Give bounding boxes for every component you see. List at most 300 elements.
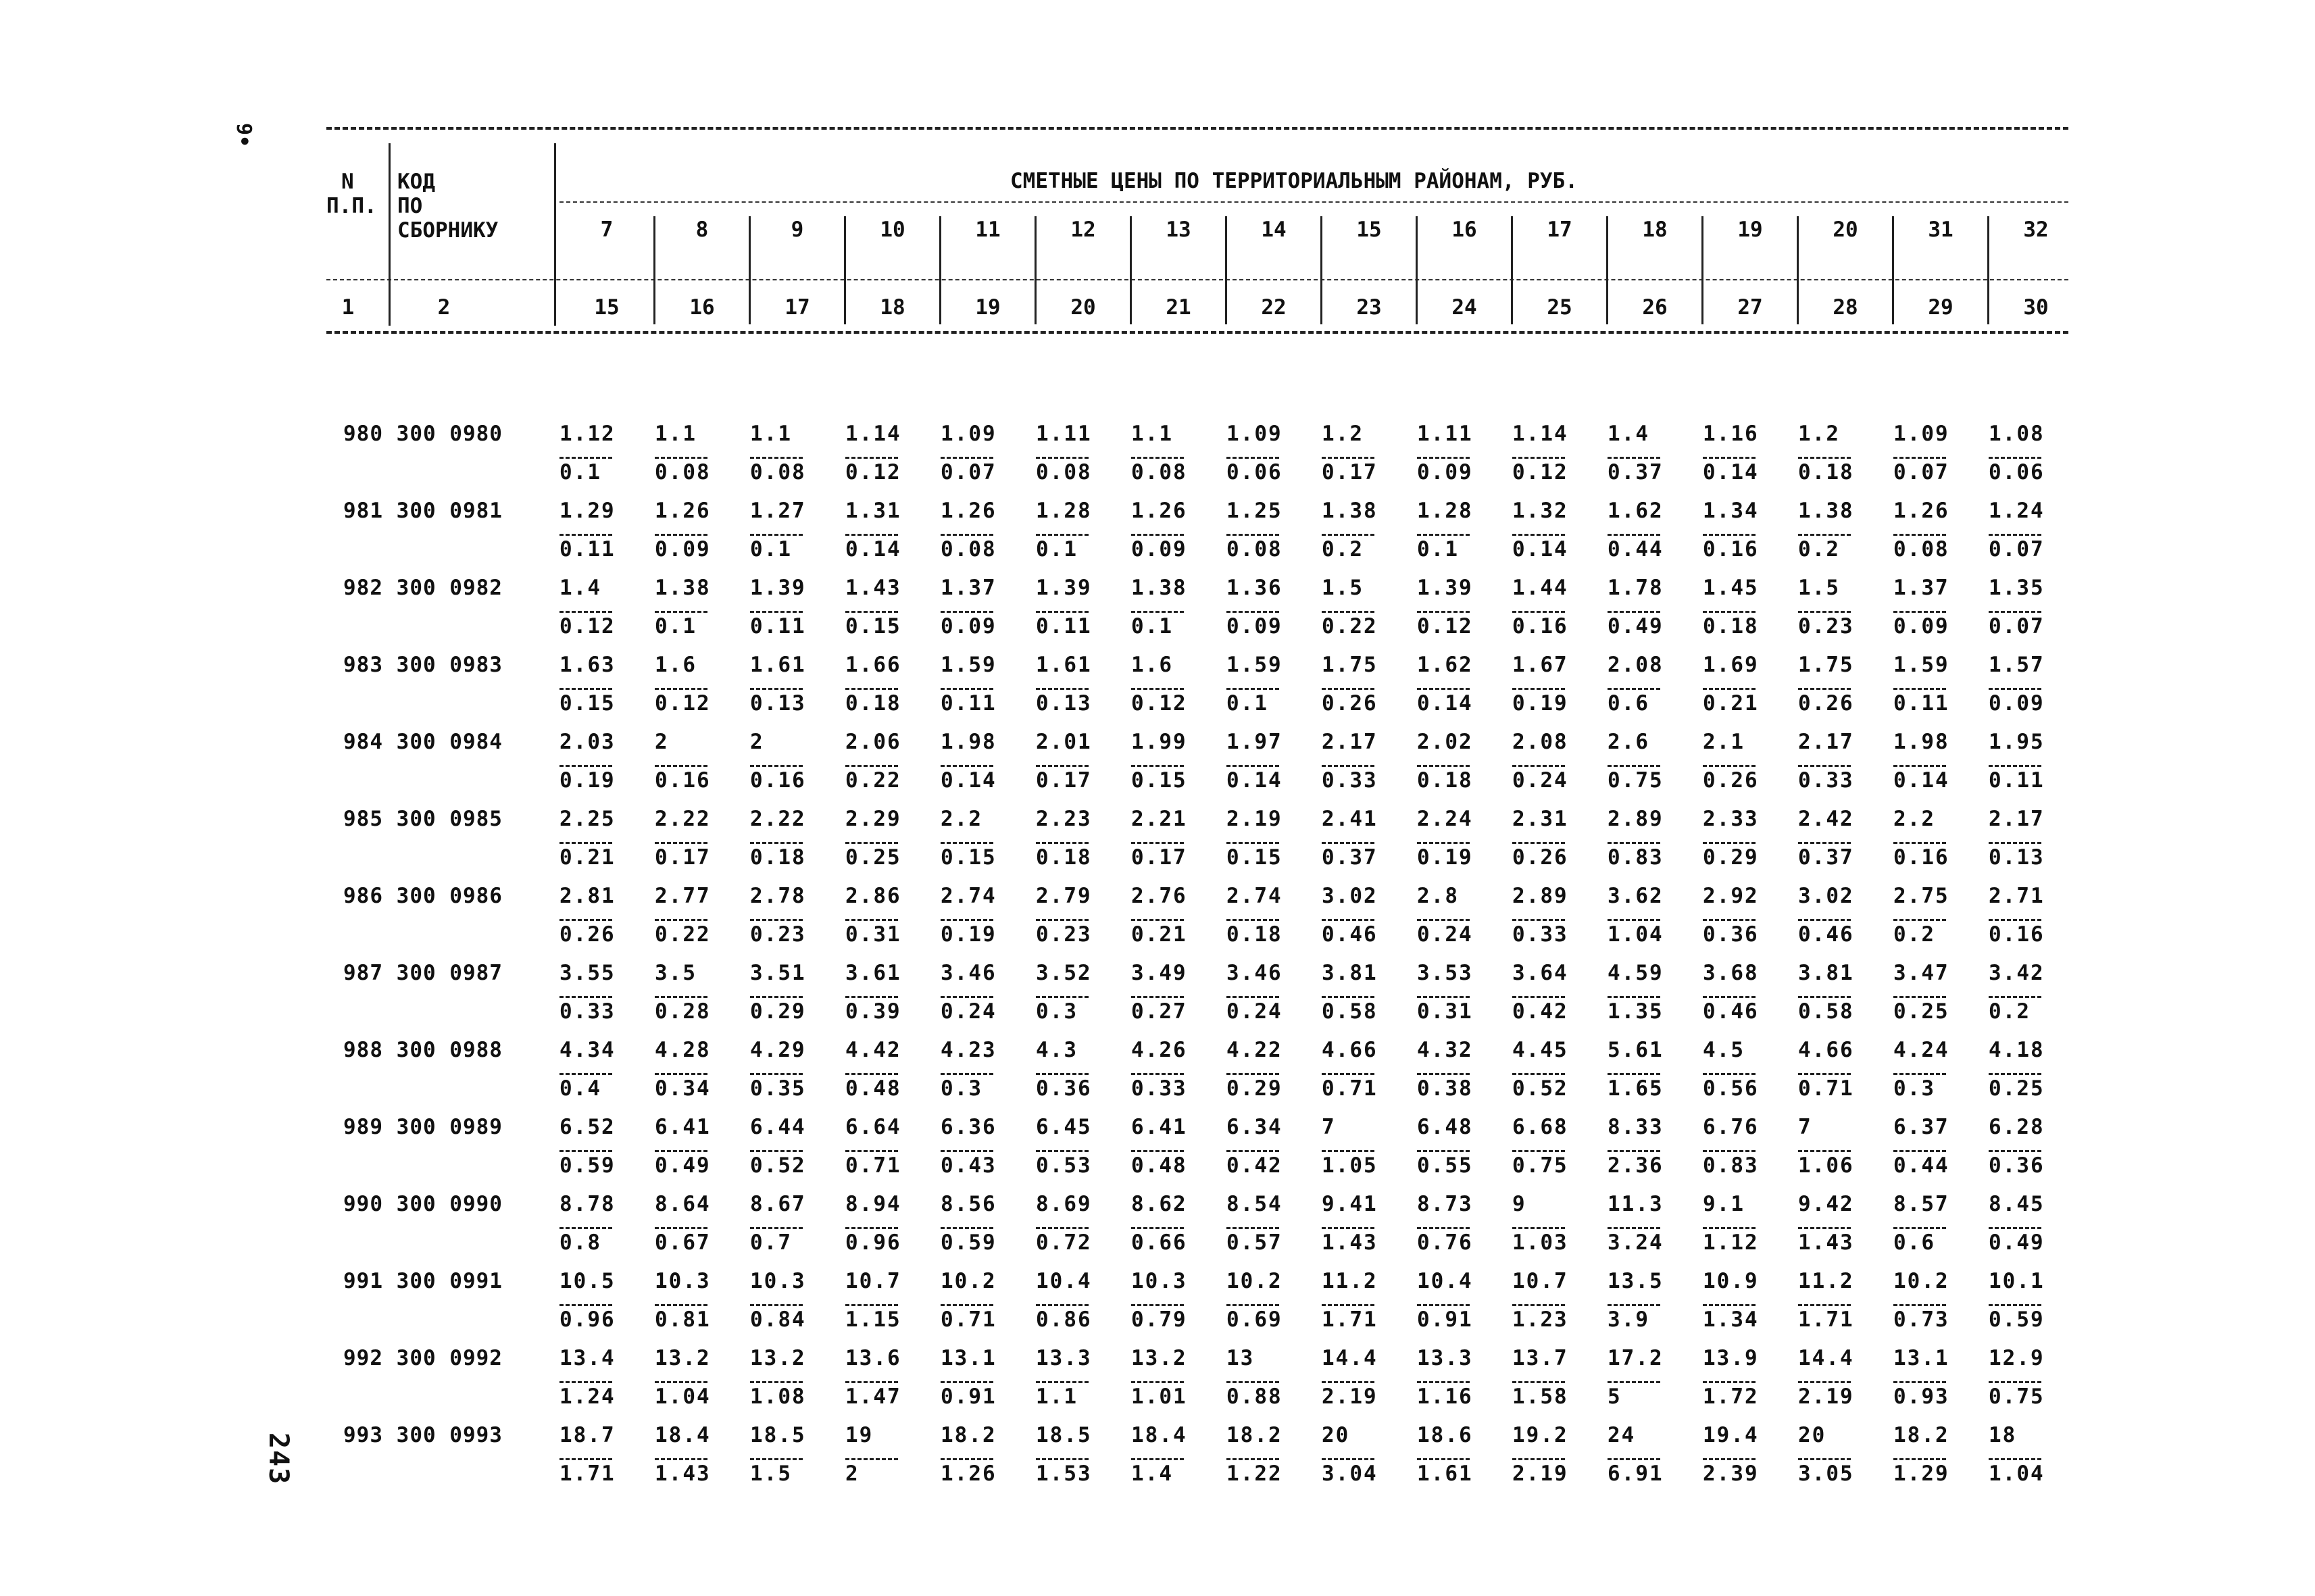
page-number: 243 — [263, 1432, 294, 1486]
fraction-line — [750, 1150, 803, 1152]
price-value: 6.37 — [1893, 1115, 1949, 1139]
fraction-line — [1036, 688, 1089, 690]
header-code-line1: КОД — [397, 170, 435, 194]
price-value: 9.1 — [1703, 1192, 1745, 1216]
cost-value: 0.37 — [1608, 460, 1664, 484]
fraction-line — [1608, 534, 1660, 536]
fraction-line — [1703, 611, 1756, 613]
cost-value: 0.42 — [1226, 1153, 1283, 1178]
region-header-13: 20 — [1833, 218, 1858, 242]
cost-value: 0.33 — [1512, 922, 1568, 947]
header-code-line3: СБОРНИКУ — [397, 218, 499, 243]
cost-value: 0.16 — [655, 768, 711, 793]
fraction-line — [1989, 842, 2041, 844]
price-value: 7 — [1798, 1115, 1812, 1139]
fraction-line — [1036, 842, 1089, 844]
fraction-line — [559, 688, 612, 690]
fraction-line — [1893, 1381, 1946, 1383]
price-value: 1.14 — [845, 422, 901, 446]
region-index-14: 29 — [1928, 295, 1953, 320]
fraction-line — [1512, 534, 1565, 536]
price-value: 1.62 — [1608, 499, 1664, 523]
region-divider-9 — [1511, 216, 1513, 324]
region-header-14: 31 — [1928, 218, 1953, 242]
price-value: 4.32 — [1417, 1038, 1473, 1062]
cost-value: 0.49 — [1608, 614, 1664, 639]
price-value: 10.2 — [941, 1269, 997, 1293]
price-value: 13.9 — [1703, 1346, 1759, 1370]
fraction-line — [1417, 611, 1470, 613]
row-code: 980 300 0980 — [343, 422, 503, 446]
cost-value: 0.13 — [1036, 691, 1092, 716]
row-code: 988 300 0988 — [343, 1038, 503, 1062]
price-value: 2.23 — [1036, 807, 1092, 831]
cost-value: 0.22 — [845, 768, 901, 793]
price-value: 12.9 — [1989, 1346, 2045, 1370]
price-value: 3.81 — [1322, 961, 1378, 985]
price-value: 4.22 — [1226, 1038, 1283, 1062]
cost-value: 0.49 — [1989, 1230, 2045, 1255]
region-header-11: 18 — [1642, 218, 1668, 242]
region-header-5: 12 — [1070, 218, 1096, 242]
cost-value: 0.19 — [941, 922, 997, 947]
price-value: 3.61 — [845, 961, 901, 985]
region-header-6: 13 — [1166, 218, 1191, 242]
cost-value: 0.08 — [655, 460, 711, 484]
price-value: 4.42 — [845, 1038, 901, 1062]
row-code: 981 300 0981 — [343, 499, 503, 523]
price-value: 10.1 — [1989, 1269, 2045, 1293]
fraction-line — [1417, 534, 1470, 536]
price-value: 3.53 — [1417, 961, 1473, 985]
price-value: 4.18 — [1989, 1038, 2045, 1062]
cost-value: 0.55 — [1417, 1153, 1473, 1178]
region-header-7: 14 — [1261, 218, 1287, 242]
fraction-line — [1417, 842, 1470, 844]
price-value: 9 — [1512, 1192, 1526, 1216]
price-value: 18.5 — [750, 1423, 806, 1447]
price-value: 13.3 — [1036, 1346, 1092, 1370]
price-value: 6.68 — [1512, 1115, 1568, 1139]
cost-value: 0.96 — [845, 1230, 901, 1255]
fraction-line — [1226, 457, 1279, 459]
cost-value: 1.08 — [750, 1385, 806, 1409]
row-code: 990 300 0990 — [343, 1192, 503, 1216]
price-value: 2.29 — [845, 807, 901, 831]
price-value: 2 — [655, 730, 669, 754]
price-value: 2.41 — [1322, 807, 1378, 831]
region-header-8: 15 — [1356, 218, 1382, 242]
cost-value: 0.21 — [559, 845, 616, 870]
cost-value: 0.21 — [1131, 922, 1187, 947]
row-code: 984 300 0984 — [343, 730, 503, 754]
price-value: 18.5 — [1036, 1423, 1092, 1447]
cost-value: 0.1 — [655, 614, 697, 639]
price-value: 1.26 — [941, 499, 997, 523]
fraction-line — [1322, 1381, 1374, 1383]
fraction-line — [655, 688, 707, 690]
cost-value: 0.26 — [1512, 845, 1568, 870]
price-value: 6.34 — [1226, 1115, 1283, 1139]
fraction-line — [655, 996, 707, 998]
fraction-line — [1989, 1227, 2041, 1229]
price-value: 3.46 — [1226, 961, 1283, 985]
fraction-line — [1226, 1073, 1279, 1075]
cost-value: 0.19 — [1512, 691, 1568, 716]
price-value: 1.98 — [941, 730, 997, 754]
price-value: 1.61 — [1036, 653, 1092, 677]
price-value: 11.2 — [1322, 1269, 1378, 1293]
fraction-line — [1703, 1150, 1756, 1152]
price-value: 2.75 — [1893, 884, 1949, 908]
cost-value: 0.12 — [845, 460, 901, 484]
fraction-line — [1989, 1304, 2041, 1306]
fraction-line — [1131, 1458, 1184, 1460]
fraction-line — [845, 1150, 898, 1152]
cost-value: 0.14 — [1512, 537, 1568, 562]
fraction-line — [1893, 611, 1946, 613]
cost-value: 0.29 — [750, 999, 806, 1024]
price-value: 8.62 — [1131, 1192, 1187, 1216]
cost-value: 0.93 — [1893, 1385, 1949, 1409]
fraction-line — [941, 765, 993, 767]
fraction-line — [559, 1073, 612, 1075]
fraction-line — [1989, 919, 2041, 921]
cost-value: 0.07 — [941, 460, 997, 484]
cost-value: 0.13 — [750, 691, 806, 716]
price-value: 3.46 — [941, 961, 997, 985]
fraction-line — [1798, 1073, 1851, 1075]
price-value: 18.2 — [941, 1423, 997, 1447]
row-code: 987 300 0987 — [343, 961, 503, 985]
fraction-line — [1608, 996, 1660, 998]
price-value: 13.2 — [655, 1346, 711, 1370]
fraction-line — [1893, 1458, 1946, 1460]
price-value: 2.03 — [559, 730, 616, 754]
fraction-line — [655, 1227, 707, 1229]
price-value: 19.4 — [1703, 1423, 1759, 1447]
region-divider-13 — [1892, 216, 1894, 324]
price-value: 8.69 — [1036, 1192, 1092, 1216]
cost-value: 0.34 — [655, 1076, 711, 1101]
price-value: 1.39 — [1036, 576, 1092, 600]
fraction-line — [1512, 1458, 1565, 1460]
price-value: 17.2 — [1608, 1346, 1664, 1370]
fraction-line — [750, 1381, 803, 1383]
price-value: 1.09 — [1226, 422, 1283, 446]
cost-value: 0.79 — [1131, 1307, 1187, 1332]
fraction-line — [1512, 1381, 1565, 1383]
price-value: 1.95 — [1989, 730, 2045, 754]
cost-value: 1.23 — [1512, 1307, 1568, 1332]
cost-value: 1.22 — [1226, 1462, 1283, 1486]
cost-value: 0.27 — [1131, 999, 1187, 1024]
price-value: 4.34 — [559, 1038, 616, 1062]
fraction-line — [941, 688, 993, 690]
price-value: 3.68 — [1703, 961, 1759, 985]
fraction-line — [1226, 765, 1279, 767]
region-divider-7 — [1320, 216, 1322, 324]
row-code: 983 300 0983 — [343, 653, 503, 677]
cost-value: 0.23 — [1798, 614, 1854, 639]
price-value: 1.75 — [1798, 653, 1854, 677]
region-index-12: 27 — [1737, 295, 1763, 320]
fraction-line — [941, 1073, 993, 1075]
cost-value: 0.14 — [1703, 460, 1759, 484]
cost-value: 5 — [1608, 1385, 1622, 1409]
cost-value: 0.07 — [1989, 614, 2045, 639]
price-value: 1.35 — [1989, 576, 2045, 600]
price-value: 2.74 — [1226, 884, 1283, 908]
cost-value: 0.33 — [559, 999, 616, 1024]
price-value: 10.2 — [1226, 1269, 1283, 1293]
cost-value: 0.1 — [1036, 537, 1078, 562]
cost-value: 0.09 — [1226, 614, 1283, 639]
price-value: 2.2 — [1893, 807, 1935, 831]
price-value: 1.43 — [845, 576, 901, 600]
cost-value: 0.16 — [1893, 845, 1949, 870]
region-divider-3 — [939, 216, 941, 324]
row-code: 991 300 0991 — [343, 1269, 503, 1293]
price-value: 1.1 — [750, 422, 792, 446]
cost-value: 0.53 — [1036, 1153, 1092, 1178]
fraction-line — [1226, 611, 1279, 613]
cost-value: 0.16 — [1989, 922, 2045, 947]
cost-value: 0.2 — [1989, 999, 2031, 1024]
cost-value: 0.83 — [1608, 845, 1664, 870]
cost-value: 0.66 — [1131, 1230, 1187, 1255]
price-value: 2.79 — [1036, 884, 1092, 908]
cost-value: 0.48 — [1131, 1153, 1187, 1178]
cost-value: 0.3 — [941, 1076, 982, 1101]
region-divider-1 — [749, 216, 751, 324]
cost-value: 0.13 — [1989, 845, 2045, 870]
price-value: 24 — [1608, 1423, 1636, 1447]
cost-value: 0.21 — [1703, 691, 1759, 716]
fraction-line — [1036, 1304, 1089, 1306]
fraction-line — [1608, 765, 1660, 767]
price-value: 1.12 — [559, 422, 616, 446]
price-value: 18.2 — [1226, 1423, 1283, 1447]
fraction-line — [1608, 1227, 1660, 1229]
fraction-line — [1226, 534, 1279, 536]
price-value: 10.7 — [1512, 1269, 1568, 1293]
price-value: 1.44 — [1512, 576, 1568, 600]
fraction-line — [750, 996, 803, 998]
price-value: 11.3 — [1608, 1192, 1664, 1216]
price-value: 1.28 — [1417, 499, 1473, 523]
cost-value: 1.03 — [1512, 1230, 1568, 1255]
fraction-line — [1512, 1150, 1565, 1152]
cost-value: 1.71 — [559, 1462, 616, 1486]
price-value: 9.41 — [1322, 1192, 1378, 1216]
cost-value: 0.08 — [941, 537, 997, 562]
cost-value: 0.18 — [845, 691, 901, 716]
fraction-line — [1226, 842, 1279, 844]
cost-value: 0.11 — [559, 537, 616, 562]
region-index-3: 18 — [880, 295, 905, 320]
price-value: 18.4 — [1131, 1423, 1187, 1447]
cost-value: 0.16 — [1512, 614, 1568, 639]
price-value: 10.9 — [1703, 1269, 1759, 1293]
fraction-line — [845, 919, 898, 921]
cost-value: 0.23 — [1036, 922, 1092, 947]
price-value: 2.78 — [750, 884, 806, 908]
price-value: 10.4 — [1036, 1269, 1092, 1293]
cost-value: 1.5 — [750, 1462, 792, 1486]
fraction-line — [1417, 1150, 1470, 1152]
fraction-line — [1893, 1227, 1946, 1229]
price-value: 8.94 — [845, 1192, 901, 1216]
cost-value: 0.75 — [1989, 1385, 2045, 1409]
cost-value: 0.46 — [1703, 999, 1759, 1024]
cost-value: 0.08 — [1226, 537, 1283, 562]
price-value: 4.23 — [941, 1038, 997, 1062]
cost-value: 0.36 — [1989, 1153, 2045, 1178]
cost-value: 0.18 — [750, 845, 806, 870]
cost-value: 0.2 — [1893, 922, 1935, 947]
cost-value: 0.31 — [1417, 999, 1473, 1024]
cost-value: 2.19 — [1512, 1462, 1568, 1486]
price-value: 4.45 — [1512, 1038, 1568, 1062]
fraction-line — [1798, 688, 1851, 690]
price-value: 19 — [845, 1423, 874, 1447]
fraction-line — [1703, 1227, 1756, 1229]
fraction-line — [1322, 457, 1374, 459]
cost-value: 0.83 — [1703, 1153, 1759, 1178]
cost-value: 1.43 — [1322, 1230, 1378, 1255]
fraction-line — [1417, 996, 1470, 998]
fraction-line — [1131, 1381, 1184, 1383]
fraction-line — [845, 688, 898, 690]
cost-value: 0.1 — [559, 460, 601, 484]
fraction-line — [1417, 688, 1470, 690]
fraction-line — [1036, 996, 1089, 998]
price-value: 1.26 — [1893, 499, 1949, 523]
fraction-line — [1798, 611, 1851, 613]
price-value: 1.78 — [1608, 576, 1664, 600]
fraction-line — [750, 765, 803, 767]
price-value: 13.2 — [750, 1346, 806, 1370]
region-header-15: 32 — [2023, 218, 2049, 242]
price-value: 2.8 — [1417, 884, 1459, 908]
cost-value: 0.18 — [1226, 922, 1283, 947]
fraction-line — [1703, 534, 1756, 536]
region-header-0: 7 — [600, 218, 614, 242]
fraction-line — [750, 1227, 803, 1229]
fraction-line — [750, 611, 803, 613]
fraction-line — [845, 457, 898, 459]
cost-value: 0.2 — [1798, 537, 1840, 562]
cost-value: 0.17 — [1131, 845, 1187, 870]
price-value: 3.52 — [1036, 961, 1092, 985]
cost-value: 1.06 — [1798, 1153, 1854, 1178]
cost-value: 6.91 — [1608, 1462, 1664, 1486]
price-value: 1.63 — [559, 653, 616, 677]
price-value: 1.57 — [1989, 653, 2045, 677]
row-code: 982 300 0982 — [343, 576, 503, 600]
fraction-line — [1512, 919, 1565, 921]
cost-value: 0.71 — [1798, 1076, 1854, 1101]
cost-value: 0.16 — [750, 768, 806, 793]
price-value: 1.75 — [1322, 653, 1378, 677]
fraction-line — [1798, 1304, 1851, 1306]
fraction-line — [845, 534, 898, 536]
row-code: 989 300 0989 — [343, 1115, 503, 1139]
fraction-line — [1131, 919, 1184, 921]
cost-value: 1.43 — [655, 1462, 711, 1486]
fraction-line — [1322, 1150, 1374, 1152]
fraction-line — [1798, 1150, 1851, 1152]
fraction-line — [1226, 688, 1279, 690]
fraction-line — [559, 842, 612, 844]
header-divider-n — [389, 143, 391, 326]
region-divider-12 — [1797, 216, 1799, 324]
header-pp: П.П. — [326, 194, 377, 218]
cost-value: 1.24 — [559, 1385, 616, 1409]
cost-value: 0.57 — [1226, 1230, 1283, 1255]
price-value: 14.4 — [1322, 1346, 1378, 1370]
region-header-1: 8 — [695, 218, 709, 242]
fraction-line — [559, 534, 612, 536]
fraction-line — [1512, 688, 1565, 690]
cost-value: 0.71 — [845, 1153, 901, 1178]
fraction-line — [941, 1227, 993, 1229]
price-value: 2.22 — [655, 807, 711, 831]
fraction-line — [941, 1304, 993, 1306]
region-divider-2 — [844, 216, 846, 324]
price-value: 3.02 — [1322, 884, 1378, 908]
region-index-10: 25 — [1547, 295, 1572, 320]
title-underline-rule — [559, 201, 2068, 203]
header-mid-rule — [326, 279, 2068, 280]
cost-value: 1.04 — [1608, 922, 1664, 947]
price-value: 1.67 — [1512, 653, 1568, 677]
price-value: 6.41 — [1131, 1115, 1187, 1139]
price-value: 6.28 — [1989, 1115, 2045, 1139]
fraction-line — [1512, 765, 1565, 767]
cost-value: 1.35 — [1608, 999, 1664, 1024]
cost-value: 1.15 — [845, 1307, 901, 1332]
row-code: 993 300 0993 — [343, 1423, 503, 1447]
price-value: 8.57 — [1893, 1192, 1949, 1216]
price-value: 9.42 — [1798, 1192, 1854, 1216]
price-value: 1.11 — [1417, 422, 1473, 446]
fraction-line — [941, 1458, 993, 1460]
row-code: 986 300 0986 — [343, 884, 503, 908]
fraction-line — [559, 1150, 612, 1152]
fraction-line — [845, 1381, 898, 1383]
fraction-line — [1798, 1458, 1851, 1460]
region-header-10: 17 — [1547, 218, 1572, 242]
fraction-line — [1989, 1073, 2041, 1075]
price-value: 2.21 — [1131, 807, 1187, 831]
fraction-line — [1798, 1381, 1851, 1383]
price-value: 13.2 — [1131, 1346, 1187, 1370]
region-index-4: 19 — [975, 295, 1001, 320]
price-value: 1.14 — [1512, 422, 1568, 446]
fraction-line — [1703, 842, 1756, 844]
price-value: 1.32 — [1512, 499, 1568, 523]
price-value: 1.36 — [1226, 576, 1283, 600]
price-value: 2.42 — [1798, 807, 1854, 831]
cost-value: 1.04 — [655, 1385, 711, 1409]
fraction-line — [1322, 1304, 1374, 1306]
cost-value: 0.25 — [1989, 1076, 2045, 1101]
cost-value: 0.07 — [1893, 460, 1949, 484]
cost-value: 0.15 — [1226, 845, 1283, 870]
cost-value: 0.96 — [559, 1307, 616, 1332]
